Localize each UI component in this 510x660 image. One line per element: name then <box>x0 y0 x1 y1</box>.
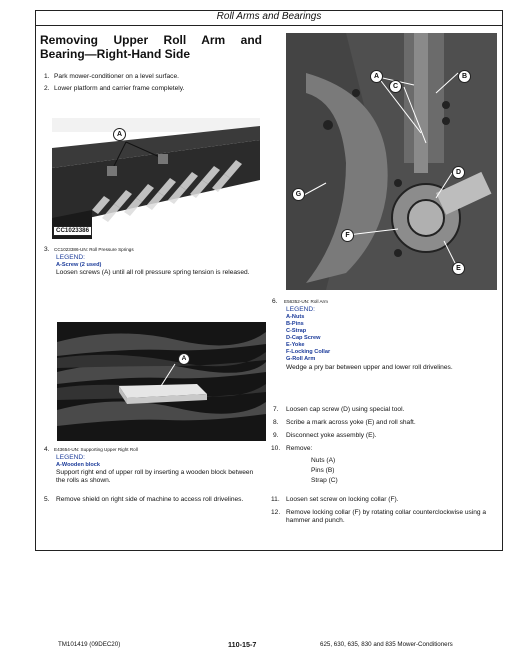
callout-g: G <box>292 188 305 201</box>
callout-a: A <box>370 70 383 83</box>
step-text: Wedge a pry bar between upper and lower roll drivelines. <box>286 364 453 371</box>
step-9 <box>273 432 497 441</box>
callout-b: B <box>458 70 471 83</box>
figure-caption: E43654-UN: Supporting Upper Right Roll <box>54 447 138 452</box>
step-11 <box>271 496 497 505</box>
footer-product: 625, 630, 635, 830 and 835 Mower-Conditioners <box>320 641 453 648</box>
footer-doc-id: TM101419 (09DEC20) <box>58 641 121 648</box>
figure-caption: E56352-UN: Roll Arm <box>284 299 328 304</box>
callout-f: F <box>341 229 354 242</box>
figure-caption: CC1023386-UN: Roll Pressure Springs <box>54 247 134 252</box>
legend-item: G-Roll Arm <box>286 356 316 362</box>
figure-code-label: CC1023386 <box>53 226 92 236</box>
step-number: 6. <box>272 298 278 305</box>
legend-item: F-Locking Collar <box>286 349 331 355</box>
step-number: 2. <box>44 85 50 92</box>
figure-roll-pressure-springs <box>52 118 260 239</box>
callout-e: E <box>452 262 465 275</box>
step-text: Lower platform and carrier frame completely. <box>54 85 185 92</box>
legend-title: LEGEND: <box>56 254 85 261</box>
step-text: Loosen cap screw (D) using special tool. <box>286 406 405 413</box>
step-7 <box>273 406 497 415</box>
legend-item: A-Wooden block <box>56 462 101 468</box>
legend-title: LEGEND: <box>286 306 315 313</box>
figure-wooden-block <box>57 322 266 441</box>
legend-item: A-Screw (2 used) <box>56 262 102 268</box>
step-number: 1. <box>44 73 50 80</box>
callout-a: A <box>178 353 190 365</box>
step-number: 7. <box>273 406 279 413</box>
step-number: 10. <box>271 445 281 452</box>
step-10 <box>271 445 497 454</box>
wooden-block-photo <box>57 322 266 441</box>
step-text: Park mower-conditioner on a level surface. <box>54 73 179 80</box>
step-number: 4. <box>44 446 50 453</box>
remove-list-item-pins: Pins (B) <box>311 467 335 474</box>
step-text: Remove locking collar (F) by rotating collar counterclockwise using a hammer and punch. <box>286 509 487 524</box>
remove-list-item-strap: Strap (C) <box>311 477 338 484</box>
step-2 <box>44 85 266 94</box>
step-number: 9. <box>273 432 279 439</box>
step-text: Disconnect yoke assembly (E). <box>286 432 377 439</box>
section-title-line1: Removing Upper Roll Arm and <box>40 33 262 47</box>
legend-item: D-Cap Screw <box>286 335 321 341</box>
footer-page-number: 110-15-7 <box>228 640 257 649</box>
legend-item: B-Pins <box>286 321 304 327</box>
page-header-title: Roll Arms and Bearings <box>216 11 322 22</box>
step-number: 8. <box>273 419 279 426</box>
callout-d: D <box>452 166 465 179</box>
step-number: 11. <box>271 496 280 503</box>
step-text: Loosen screws (A) until all roll pressure spring tension is released. <box>56 269 250 276</box>
section-title-line2: Bearing—Right-Hand Side <box>40 47 191 61</box>
step-8 <box>273 419 497 428</box>
figure-roll-arm <box>286 33 497 290</box>
remove-list-item-nuts: Nuts (A) <box>311 457 336 464</box>
legend-item: A-Nuts <box>286 314 305 320</box>
legend-item: C-Strap <box>286 328 307 334</box>
step-text: Loosen set screw on locking collar (F). <box>286 496 399 503</box>
step-number: 5. <box>44 496 50 503</box>
header-divider <box>35 25 503 26</box>
step-text: Remove shield on right side of machine to access roll drivelines. <box>56 496 244 503</box>
legend-title: LEGEND: <box>56 454 85 461</box>
callout-a: A <box>113 128 126 141</box>
step-number: 3. <box>44 246 50 253</box>
callout-c: C <box>389 80 402 93</box>
legend-item: E-Yoke <box>286 342 305 348</box>
roll-pressure-springs-photo <box>52 118 260 239</box>
step-text: Scribe a mark across yoke (E) and roll shaft. <box>286 419 416 426</box>
step-number: 12. <box>271 509 281 516</box>
step-text: Support right end of upper roll by inserting a wooden block between the rolls as shown. <box>56 469 254 484</box>
step-1 <box>44 73 266 82</box>
step-text: Remove: <box>286 445 313 452</box>
